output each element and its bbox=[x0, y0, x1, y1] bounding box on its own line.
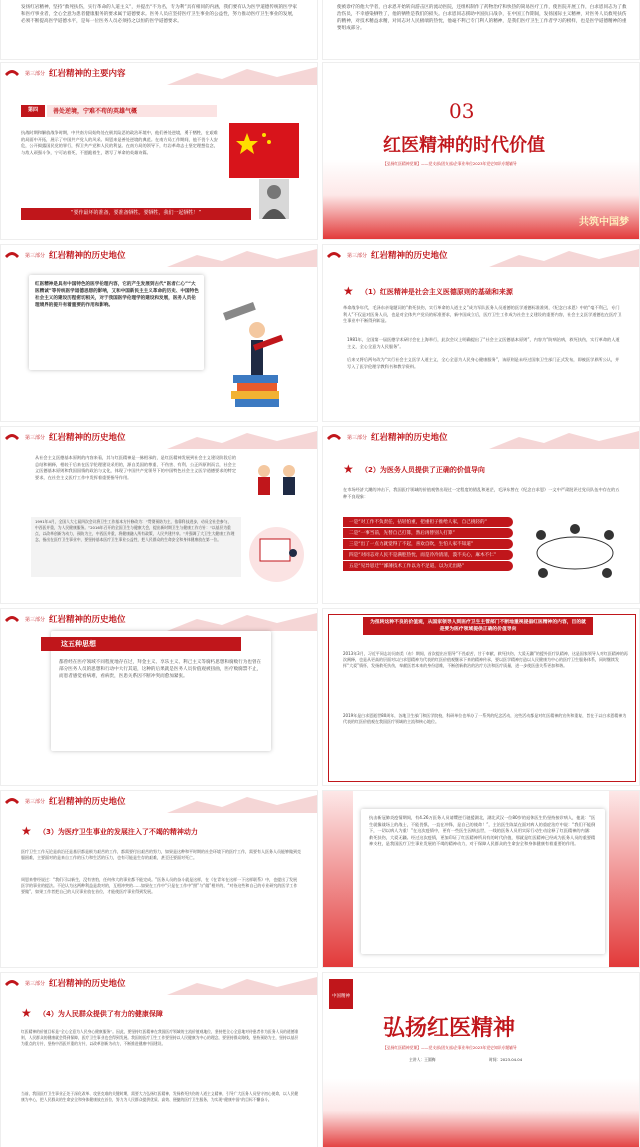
slide-2-right bbox=[322, 62, 640, 240]
mountain-decoration-icon bbox=[167, 245, 317, 267]
paragraph: 周恩来曾经说过：“我们可以新生，没有害怕，任何伟大的事业都不能完成。”医务人员的奋斗就是这样，在《在青年在这样一下这样联系》中，也提出了发展医学的事业的提法。不论认为这两种利益是敌对的，互相冲突的……如果在工作中“只是在工作中“照”与“做”相并的，“对待这些和自己的专业研究的医学工作要做”，如果工作者把自己的人民事业放在首位，才能使医疗事业得到发展。 bbox=[21, 877, 298, 895]
part-label: 第三部分 bbox=[25, 70, 46, 77]
section-title: 红岩精神的历史地位 bbox=[49, 433, 126, 443]
paragraph: 医疗卫生工作无论是前沿还是基层都是极为艰苦的工作，都需要付出艰苦的努力，如果是这种和平时期的社会环境下的医疗工作，需要有人医务人员能够做到克服困难，主要面对的是来自工作的压力和生活的压力，也有可能是生存的艰难，甚至还要面对死亡。 bbox=[21, 849, 301, 861]
paragraph: 2013年3月，习近平同志访问南美（布）期间，首次提出应倡导“不畏艰苦，甘于奉献，救死扶伤，大爱无疆”的援外医疗队精神，这是国家领导人对红医精神的再次阐释，也是从更高的层面对以白求恩精神为代表的红医价值观继承下来的精神传承，要以医学精神打造以人民健康为中心的医疗卫生服务体系，同时继续发挥“大爱”情怀，发扬救死扶伤，奉献医者本来的身份思维，不断创新救治的治疗方法和医疗质量，进一步使医患关系更加和谐。 bbox=[343, 651, 628, 669]
paragraph: 从社会主义医德基本原则的内容来看，其与红医精神是一脉相承的，是红医精神发展到社会主义建设阶段后的总结和阐释，相较于后来在医学伦理建设采用的，源自美国的尊重、不伤害、有利、公正四原则而言，社会主义医德基本原则和我国国情的政治与文化，体现了中国共产党领导下的中国特色社会主义医学道德要求的特定要求，在社会主义医疗工作中发挥着重要指导作用。 bbox=[35, 455, 237, 480]
slide-3-left bbox=[0, 244, 318, 422]
party-emblem-icon bbox=[3, 248, 21, 260]
slide-body: 抗战时期和解放战争时期，中共南方局始终处在极其险恶的政治环境中，他们善处逆境，勇于牺牲，在艰难的局面中开拓，展示了中国共产党人的风采。周恩来是善处逆境的典范。在南方局工作期间，他不畏个人安危，公开揭露国民党的罪行，捍卫共产党和人民的利益。在南方局的领导下，红岩革命志士坚定理想信念，与敌人顽强斗争，宁可站着死，不愿跪着生，谱写了革命的英雄诗篇。 bbox=[21, 130, 218, 155]
mountain-decoration-icon bbox=[167, 427, 317, 449]
part-label: 第三部分 bbox=[25, 252, 46, 259]
slide-1-right bbox=[322, 0, 640, 60]
party-emblem-icon bbox=[3, 612, 21, 624]
part-label: 第三部分 bbox=[347, 434, 368, 441]
portrait-image bbox=[259, 179, 289, 219]
chapter-number: 03 bbox=[449, 99, 475, 123]
flag-image bbox=[229, 123, 299, 178]
list-item: 三是“出了一点力就觉得了不起，喜欢自吹，生怕人家不知道” bbox=[343, 539, 513, 549]
telescope-illustration bbox=[213, 285, 303, 410]
party-emblem-icon bbox=[3, 794, 21, 806]
chapter-title: 红医精神的时代价值 bbox=[383, 135, 545, 156]
date-label: 时间：2023.04.04 bbox=[489, 1057, 523, 1062]
section-title: 红岩精神的主要内容 bbox=[49, 69, 126, 79]
card-text: 都曾经在医疗领域不同程度地存在过，拜金主义、享乐主义、利己主义等腐朽思想和腐败行为也曾在部分医务人员的思想和行动中大行其道，这种的后果就是医务人员价值观被扭曲，医疗败腐禁不止，而患者感觉看病难，看病贵，医患关系因不断冲突而愈加紧张。 bbox=[59, 660, 262, 680]
card-heading: 这五种思想 bbox=[41, 637, 241, 651]
part-label: 第三部分 bbox=[347, 252, 368, 259]
banner: 为扭转这种不良的价值观，从国家领导人到医疗卫生主管部门不断地重视提倡红医精神的内容，目的就是要为医疗领域提供正确的价值导向 bbox=[363, 617, 593, 635]
mountain-decoration-icon bbox=[167, 609, 317, 631]
paragraph: 革命战争年代，毛泽东亲笔题词的“救死扶伤，实行革命的人道主义”成为军队医务人员道德的医学道德标准准则，《纪念白求恩》中的“毫不利己，专门利人”不仅是对医务人员，也是对全体共产党员的标准要求，新中国成立后，医疗卫生工作成为社会主义建设的重要内容，社会主义医学道德也在医疗卫生事业中不断得到彰显。 bbox=[343, 305, 622, 323]
slide-2-left bbox=[0, 62, 318, 240]
star-icon: ★ bbox=[21, 824, 32, 838]
list-item: 一是“对工作不负责任，拈轻怕重，把重担子推给人家，自己挑轻的” bbox=[343, 517, 513, 527]
part-label: 第三部分 bbox=[25, 616, 46, 623]
section-heading: （3）为医疗卫生事业的发展注入了不竭的精神动力 bbox=[39, 828, 198, 836]
part-label: 第三部分 bbox=[25, 434, 46, 441]
section-heading: （4）为人民群众提供了有力的健康保障 bbox=[39, 1010, 163, 1018]
slide-1-left bbox=[0, 0, 318, 60]
mountain-decoration-icon bbox=[167, 63, 317, 85]
closing-subtitle: 【弘扬红医精神党课】——党支部/团支部/企事业单位2023年党史知识专题辅导 bbox=[383, 1045, 517, 1050]
star-icon: ★ bbox=[343, 462, 354, 476]
meeting-table-illustration bbox=[523, 515, 628, 585]
closing-title: 弘扬红医精神 bbox=[383, 1015, 516, 1041]
paragraph: 2019年是白求恩逝世80周年，各地卫生部门和医学院校，科研单位也举办了一系列的纪念活动，这些活动都是对红医精神的宣传和重复，旨在于以白求恩精神为代表的红医价值观在我国医疗领域的主流和核心地位。 bbox=[343, 713, 627, 725]
section-title: 红岩精神的历史地位 bbox=[49, 797, 126, 807]
star-icon: ★ bbox=[343, 284, 354, 298]
paragraph: 红医精神的价值目标是“全心全意为人民身心健康服务”。因此，要坚持红医精神在我国医疗领域的主流价值观地位，坚持把全心全意地对待患者作为医务人员的道德准则，人民群众的健康就会得到保障，医疗卫生事业也会得到发展。我国的医疗卫生工作要坚持以人民健康为中心的理念，要坚持群众路线，坚持预防为主，坚持以基层为重点的方针，坚持中西医并重的方针，以改革创新为动力，不断推进健康中国建设。 bbox=[21, 1029, 299, 1046]
brand-slogan: 共筑中国梦 bbox=[579, 217, 629, 228]
section-title: 红岩精神的历史地位 bbox=[371, 433, 448, 443]
content-card bbox=[29, 275, 204, 370]
party-emblem-icon bbox=[325, 248, 343, 260]
section-title: 红岩精神的历史地位 bbox=[49, 251, 126, 261]
party-emblem-icon bbox=[3, 66, 21, 78]
slide-7-left bbox=[0, 972, 318, 1147]
section-title: 红岩精神的历史地位 bbox=[49, 979, 126, 989]
paragraph: 1981年，全国第一届医德学术研讨会在上海举行，此次会议上明确提出了“社会主义医德基本原则”，内容为“防病治病，救死扶伤，实行革命的人道主义，全心全意为人民服务”。 bbox=[347, 337, 620, 349]
party-emblem-icon bbox=[3, 976, 21, 988]
section-heading: 善处逆境，宁难不苟的英雄气概 bbox=[53, 108, 138, 115]
presenter-icon bbox=[255, 531, 300, 576]
party-emblem-icon bbox=[325, 430, 343, 442]
list-item: 四是“对同志对人民不是满腔热忱，而是冷冷清清，漠不关心，麻木不仁” bbox=[343, 550, 513, 560]
mountain-decoration-icon bbox=[167, 973, 317, 995]
list-item: 二是“一事当前，先替自己打算，然后再替别人打算” bbox=[343, 528, 513, 538]
emblem-tag: 中国精神 bbox=[329, 979, 353, 1009]
slide-4-left bbox=[0, 426, 318, 604]
card-text: 抗击新冠肺炎疫情期间，有4.26万医务人员请缨逆行驰援湖北，湖北武汉一位80岁的退休医生仍坚持接诊病人，他说：“医生就像战场上的战士，不能畏惧，一直在冲锋，是自己的使命！”，主治医生陈某在面对病人的重症治疗中说：“我们不能倒下，一切以病人为重！”在这次疫情中，更有一些医生因病去世，一线的医务人员用实际行动生动诠释了红医精神的内涵：救死扶伤，大爱无疆。经过这次疫情，更加印证了红医精神所具有的时代价值，那就是红医精神已经成为医务人员的重要精神支柱，是我国医疗卫生事业发展的不竭的精神动力，对于保障人民群众的生命安全和身体健康有着重要的作用。 bbox=[369, 815, 596, 846]
paragraph: 当前，我国医疗卫生事业正处于深化改革、攻坚克难的关键时期，需要大力弘扬红医精神，发扬救死扶伤的人道主义精神，引导广大医务人员坚守初心使命，以人民健康为中心，把人民群众的生命安全和身体健康放在首位，努力为人民群众提供优质、高效、便捷的医疗卫生服务，为实现“健康中国”的目标不懈奋斗。 bbox=[21, 1091, 299, 1102]
card-text: 红医精神是具有中国特色的医学伦理内容，它的产生发展到古代“医者仁心”“大医精诚”等传统医学道德思想的影响，又和中国新民主主义革命的历史、中国特色社会主义的建设历程密切相关，对于我国医学伦理学的建设和发展，医务人员伦理境界的提升有着重要的作用和影响。 bbox=[35, 282, 199, 309]
chapter-subtitle: 【弘扬红医精神党课】——党支部/团支部/企事业单位2023年党史知识专题辅导 bbox=[383, 161, 517, 166]
slide-6-left bbox=[0, 790, 318, 968]
slide-header bbox=[1, 63, 317, 83]
part-label: 第三部分 bbox=[25, 798, 46, 805]
section-title: 红岩精神的历史地位 bbox=[49, 615, 126, 625]
slide-text: 发扬红岩精神，坚持“救死扶伤，实行革命的人道主义”，并提出“不为名，专为利”具有相同的内涵，我们要有认为医学道德传统的医学家和医疗事业者，全心全意为患者健康服务的要求属于道德要求。医务人员应坚持医疗卫生事业的公益性，努力推动医疗卫生事业的发展，必须不断提高医学道德水平，是每一位医务人员必须持之以恒的医学道德要求。 bbox=[21, 5, 297, 25]
paragraph: 在市场经济大潮的冲击下，我国医疗领域的价值观曾出现过一定程度的错乱和迷茫，毛泽东曾在《纪念白求恩》一文中严肃批评过党员队伍中存在的五种不良现象： bbox=[343, 487, 620, 499]
list-item: 五是“见异思迁”“鄙薄技术工作以为不足道，以为无出路” bbox=[343, 561, 513, 571]
party-emblem-icon bbox=[3, 430, 21, 442]
slide-5-left bbox=[0, 608, 318, 786]
slide-3-right bbox=[322, 244, 640, 422]
mountain-decoration-icon bbox=[489, 427, 639, 449]
content-card bbox=[361, 809, 605, 954]
slide-7-right bbox=[322, 972, 640, 1147]
paragraph: 1991年4月，全国人大七届四次会议将卫生工作基本方针修改为：“贯彻预防为主，依靠科技进步，动员全社会参与，中西医并重，为人民健康服务。”2016年召开的全国卫生与健康大会，提出新时期卫生与健康工作方针：“以基层为重点，以改革创新为动力，预防为主，中西医并重，将健康融入所有政策，人民共建共享。”并强调了大卫生大健康工作理念，指出在医疗卫生事业中，要坚持基本医疗卫生事业公益性，把人民群众的生命安全和身体健康放在第一位。 bbox=[35, 519, 235, 542]
slide-4-right bbox=[322, 426, 640, 604]
paragraph: 后来又将后两句改为“实行社会主义医学人道主义，全心全意为人民身心健康服务”，该原则是未经过国家卫生部门正式发布，即被医学界所公认，并写入了医学伦理学教科书和教学资料。 bbox=[347, 357, 620, 369]
slide-5-right bbox=[322, 608, 640, 786]
section-number: 第四 bbox=[21, 105, 45, 117]
mountain-decoration-icon bbox=[167, 791, 317, 813]
section-heading: （1）红医精神是社会主义医德原则的基础和来源 bbox=[361, 288, 513, 296]
slide-6-right bbox=[322, 790, 640, 968]
mountain-decoration-icon bbox=[489, 245, 639, 267]
speaker-label: 主讲人：王圆梅 bbox=[409, 1057, 436, 1062]
people-meeting-illustration bbox=[249, 457, 304, 507]
star-icon: ★ bbox=[21, 1006, 32, 1020]
section-title: 红岩精神的历史地位 bbox=[371, 251, 448, 261]
quote-banner: “要作最坏的准备，要准备牺牲。要牺牲，我们一起牺牲！” bbox=[21, 208, 251, 220]
part-label: 第三部分 bbox=[25, 980, 46, 987]
slide-text: 使被诊疗的他大学者，白求恩开始转向游击区的流动医院，还组织制作了药物治疗和快热的简易医疗工作，使医院开展工作，白求恩同志为了救治伤员，不幸感染牺牲了，他的牺牲是我们的损失。白求恩同志援助中国抗日战争，在中国工作期间，发扬国际主义精神，对医务人员救死扶伤的精神，对技术精益求精，对同志对人民极端的热忱，他毫不利己专门利人的精神，是我们医疗卫生工作者学习的榜样，也是医学道德精神的重要组成部分。 bbox=[337, 5, 627, 32]
section-heading: （2）为医务人员提供了正确的价值导向 bbox=[361, 466, 485, 474]
